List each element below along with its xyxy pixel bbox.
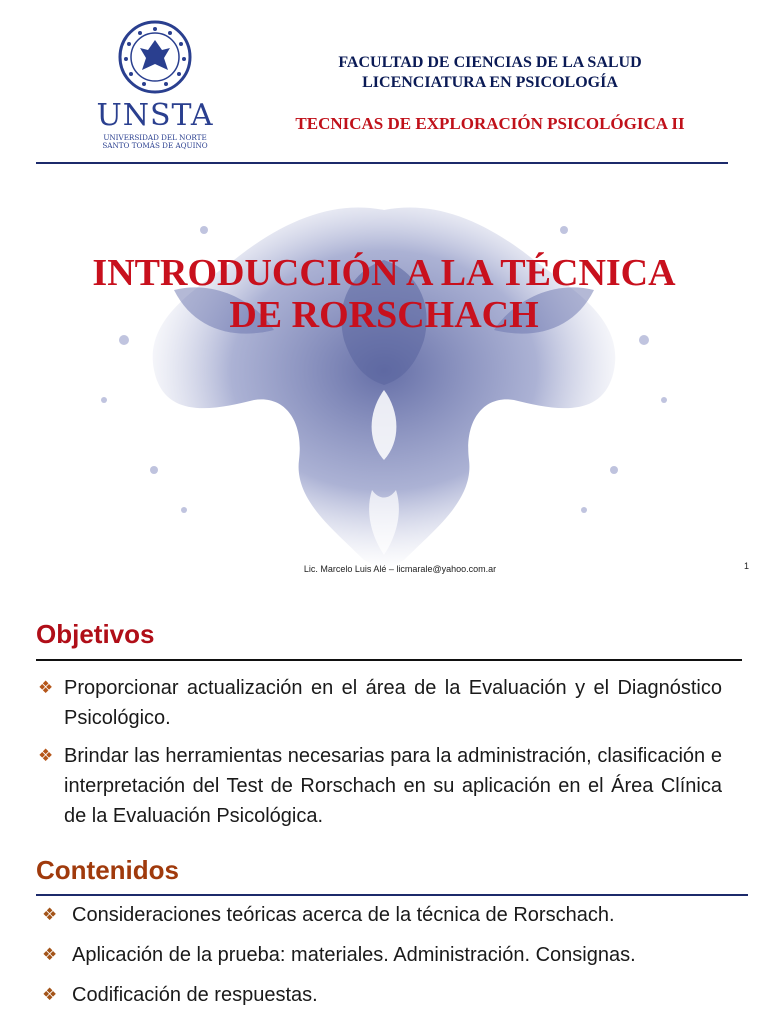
list-item-text: Consideraciones teóricas acerca de la técnica de Rorschach. [72, 904, 615, 926]
list-item-text: Codificación de respuestas. [72, 984, 318, 1006]
list-item [38, 741, 722, 831]
rorschach-inkblot-image [84, 170, 684, 575]
diamond-bullet-icon: ❖ [42, 945, 58, 964]
logo-subtitle-line: UNIVERSIDAD DEL NORTE [103, 133, 207, 142]
list-item [38, 673, 722, 733]
logo-subtitle [96, 134, 214, 150]
list-item [38, 900, 722, 930]
slide-title-line: DE RORSCHACH [229, 294, 539, 336]
slide-title [30, 252, 738, 336]
degree-heading: LICENCIATURA EN PSICOLOGÍA [362, 74, 618, 91]
university-seal-icon [118, 20, 192, 94]
objetivos-divider [36, 659, 742, 661]
contenidos-list [38, 900, 722, 1020]
contenidos-heading: Contenidos [36, 855, 179, 885]
university-logo [96, 20, 214, 155]
objetivos-heading: Objetivos [36, 619, 155, 649]
diamond-bullet-icon: ❖ [38, 678, 54, 697]
logo-wordmark: UNSTA [96, 98, 214, 133]
objetivos-list [38, 673, 722, 839]
diamond-bullet-icon: ❖ [38, 746, 54, 765]
contenidos-divider [36, 894, 748, 896]
faculty-heading: FACULTAD DE CIENCIAS DE LA SALUD [338, 54, 642, 71]
header-divider [36, 162, 728, 164]
diamond-bullet-icon: ❖ [42, 985, 58, 1004]
list-item [38, 940, 722, 970]
list-item-text: Aplicación de la prueba: materiales. Administración. Consignas. [72, 944, 636, 966]
course-heading: TECNICAS DE EXPLORACIÓN PSICOLÓGICA II [295, 114, 685, 133]
diamond-bullet-icon: ❖ [42, 905, 58, 924]
list-item-text: Proporcionar actualización en el área de la Evaluación y el Diagnóstico Psicológico. [64, 677, 722, 729]
logo-subtitle-line: SANTO TOMÁS DE AQUINO [102, 141, 208, 150]
author-credit: Lic. Marcelo Luis Alé – licmarale@yahoo.com.ar [303, 564, 497, 574]
list-item-text: Brindar las herramientas necesarias para la administración, clasificación e interpretación del Test de Rorschach en su aplicación en el Área Clínica de la Evaluación Psicológica. [64, 745, 722, 827]
slide-title-line: INTRODUCCIÓN A LA TÉCNICA [92, 252, 676, 294]
list-item [38, 980, 722, 1010]
page-number: 1 [744, 561, 750, 571]
